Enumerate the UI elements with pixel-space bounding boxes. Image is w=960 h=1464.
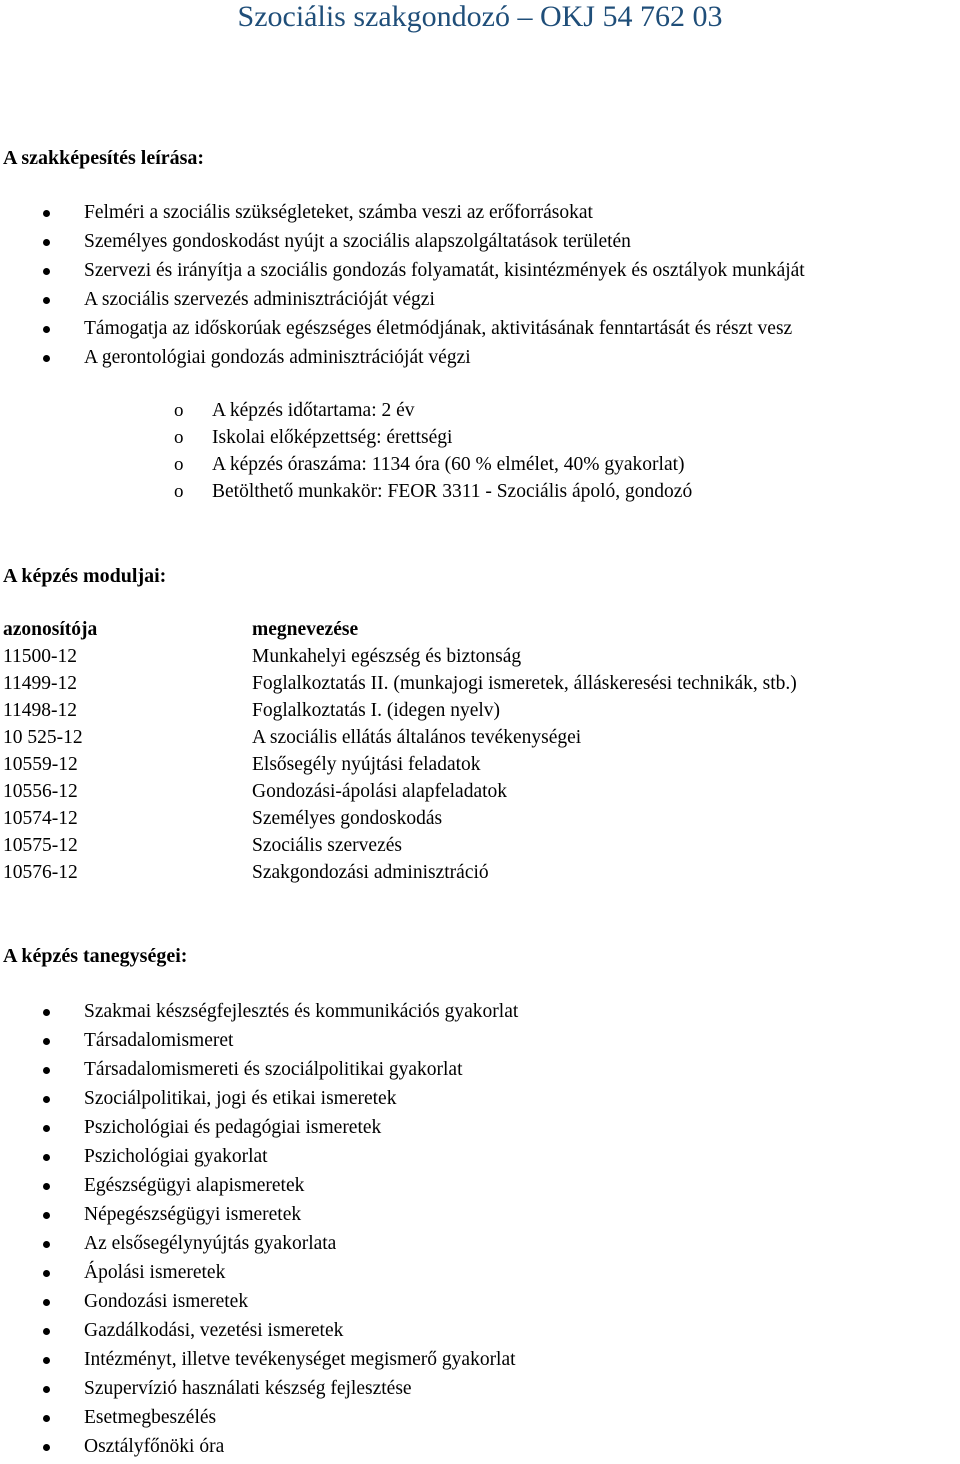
circle-bullet-icon: o [174, 454, 184, 475]
bullet-icon [43, 355, 50, 362]
list-item: Népegészségügyi ismeretek [0, 1203, 960, 1232]
bullet-icon [43, 1009, 50, 1016]
table-row: 10 525-12 A szociális ellátás általános tevékenységei [3, 727, 582, 748]
list-item: Szakmai készségfejlesztés és kommunikációs gyakorlat [0, 1000, 960, 1029]
modules-col-name: megnevezése [252, 619, 359, 640]
table-row: 10556-12 Gondozási-ápolási alapfeladatok [3, 781, 508, 802]
list-item: Ápolási ismeretek [0, 1261, 960, 1290]
units-heading: A képzés tanegységei: [3, 945, 188, 967]
list-item: Szervezi és irányítja a szociális gondozás folyamatát, kisintézmények és osztályok munkáját [0, 259, 960, 288]
list-item: Személyes gondoskodást nyújt a szociális alapszolgáltatások területén [0, 230, 960, 259]
list-item: Társadalomismeret [0, 1029, 960, 1058]
bullet-icon [43, 1212, 50, 1219]
list-item: Támogatja az időskorúak egészséges életmódjának, aktivitásának fenntartását és részt vesz [0, 317, 960, 346]
list-item: o A képzés óraszáma: 1134 óra (60 % elmélet, 40% gyakorlat) [174, 454, 685, 475]
bullet-icon [43, 210, 50, 217]
list-item: A szociális szervezés adminisztrációját végzi [0, 288, 960, 317]
table-row: 10559-12 Elsősegély nyújtási feladatok [3, 754, 481, 775]
details-list [0, 399, 960, 507]
list-item: Az elsősegélynyújtás gyakorlata [0, 1232, 960, 1261]
list-item: Intézményt, illetve tevékenységet megismerő gyakorlat [0, 1348, 960, 1377]
table-row: 10574-12 Személyes gondoskodás [3, 808, 443, 829]
bullet-icon [43, 1154, 50, 1161]
list-item: Osztályfőnöki óra [0, 1435, 960, 1464]
bullet-icon [43, 1386, 50, 1393]
list-item: Esetmegbeszélés [0, 1406, 960, 1435]
list-item: o Iskolai előképzettség: érettségi [174, 427, 453, 448]
list-item: Egészségügyi alapismeretek [0, 1174, 960, 1203]
modules-col-id: azonosítója [3, 619, 98, 640]
list-item: Pszichológiai és pedagógiai ismeretek [0, 1116, 960, 1145]
list-item: Társadalomismereti és szociálpolitikai gyakorlat [0, 1058, 960, 1087]
description-heading: A szakképesítés leírása: [3, 147, 205, 169]
bullet-icon [43, 1125, 50, 1132]
bullet-icon [43, 1328, 50, 1335]
bullet-icon [43, 1299, 50, 1306]
bullet-icon [43, 1415, 50, 1422]
bullet-icon [43, 1444, 50, 1451]
bullet-icon [43, 1357, 50, 1364]
table-row: 11500-12 Munkahelyi egészség és biztonság [3, 646, 522, 667]
modules-heading: A képzés moduljai: [3, 565, 167, 587]
list-item: o Betölthető munkakör: FEOR 3311 - Szociális ápoló, gondozó [174, 481, 693, 502]
circle-bullet-icon: o [174, 481, 184, 502]
description-list [0, 201, 960, 375]
bullet-icon [43, 1183, 50, 1190]
bullet-icon [43, 268, 50, 275]
bullet-icon [43, 1067, 50, 1074]
bullet-icon [43, 239, 50, 246]
list-item: Szociálpolitikai, jogi és etikai ismeretek [0, 1087, 960, 1116]
table-row: 11499-12 Foglalkoztatás II. (munkajogi ismeretek, álláskeresési technikák, stb.) [3, 673, 797, 694]
circle-bullet-icon: o [174, 400, 184, 421]
list-item: Szupervízió használati készség fejlesztése [0, 1377, 960, 1406]
list-item: Gondozási ismeretek [0, 1290, 960, 1319]
bullet-icon [43, 1241, 50, 1248]
list-item: Felméri a szociális szükségleteket, számba veszi az erőforrásokat [0, 201, 960, 230]
bullet-icon [43, 1270, 50, 1277]
list-item: o A képzés időtartama: 2 év [174, 400, 415, 421]
circle-bullet-icon: o [174, 427, 184, 448]
bullet-icon [43, 297, 50, 304]
list-item: Pszichológiai gyakorlat [0, 1145, 960, 1174]
bullet-icon [43, 1038, 50, 1045]
table-row: 10575-12 Szociális szervezés [3, 835, 402, 856]
units-list [0, 1000, 960, 1464]
bullet-icon [43, 1096, 50, 1103]
table-row: 11498-12 Foglalkoztatás I. (idegen nyelv) [3, 700, 501, 721]
table-row: 10576-12 Szakgondozási adminisztráció [3, 862, 489, 883]
page-title: Szociális szakgondozó – OKJ 54 762 03 [237, 0, 723, 33]
list-item: Gazdálkodási, vezetési ismeretek [0, 1319, 960, 1348]
list-item: A gerontológiai gondozás adminisztrációját végzi [0, 346, 960, 375]
bullet-icon [43, 326, 50, 333]
